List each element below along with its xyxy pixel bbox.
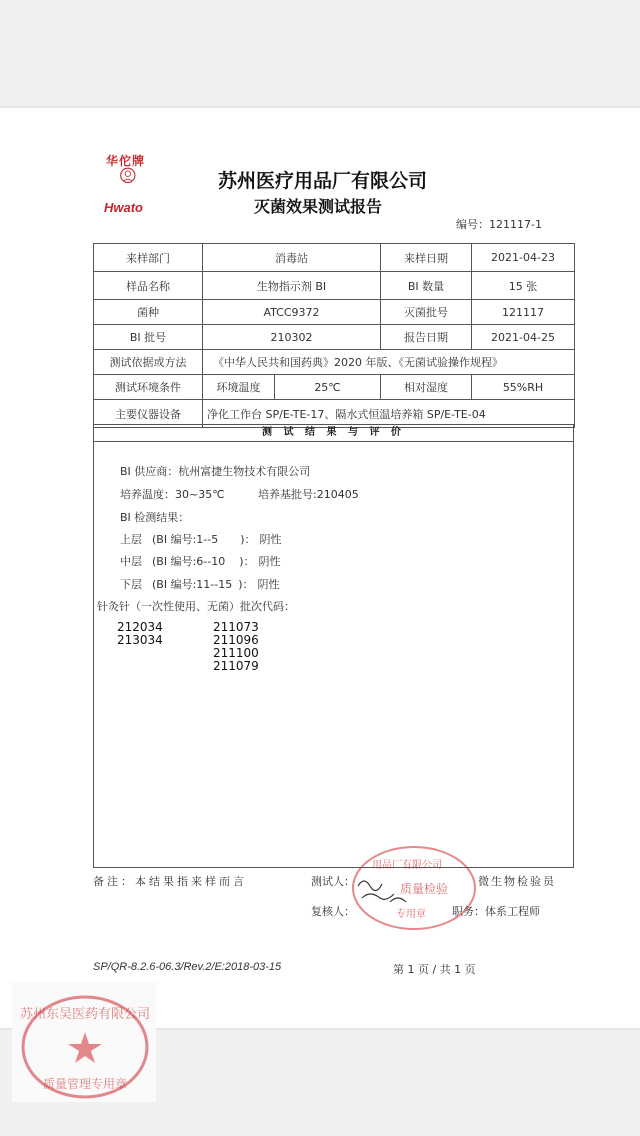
- layer-bi-range: (BI 编号:1--5: [152, 533, 219, 546]
- layer-result-row: [120, 531, 282, 547]
- layer-name: 下层: [120, 578, 142, 591]
- inspection-seal-text: 用品厂有限公司: [372, 860, 442, 871]
- tester-position: 微生物检验员: [478, 875, 556, 888]
- table-cell: 相对湿度: [381, 375, 472, 400]
- doc-number: [456, 216, 542, 232]
- results-section-title: 测 试 结 果 与 评 价: [93, 424, 574, 442]
- logo-chinese: 华佗牌: [106, 154, 146, 168]
- table-cell: 25℃: [275, 375, 381, 400]
- layer-result: 阴性: [258, 555, 281, 568]
- table-cell: 15 张: [472, 272, 575, 300]
- table-cell: 样品名称: [94, 272, 203, 300]
- tester-label: 测试人：: [311, 875, 355, 888]
- table-cell: 55%RH: [472, 375, 575, 400]
- form-code: SP/QR-8.2.6-06.3/Rev.2/E:2018-03-15: [93, 961, 282, 973]
- batch-code: 211100: [213, 646, 259, 660]
- table-row: [94, 325, 575, 350]
- table-cell: 来样部门: [94, 244, 203, 272]
- table-row: [94, 375, 575, 400]
- svg-text:苏州东吴医药有限公司: 苏州东吴医药有限公司: [19, 1007, 151, 1022]
- logo-brand: Hwato: [104, 200, 143, 215]
- bi-result-title: BI 检测结果：: [120, 511, 190, 524]
- layer-result: 阴性: [257, 578, 280, 591]
- layer-result-row: [120, 576, 280, 592]
- sample-info-table: [93, 243, 575, 428]
- reviewer-label: 复核人：: [311, 905, 355, 918]
- qa-seal-icon: [18, 992, 152, 1102]
- batch-code: 212034: [117, 620, 163, 634]
- table-cell: 测试环境条件: [94, 375, 203, 400]
- layer-bi-range: (BI 编号:11--15: [152, 578, 233, 591]
- table-row: [94, 350, 575, 375]
- table-cell: 121117: [472, 300, 575, 325]
- inspection-seal-text: 专用章: [396, 909, 426, 920]
- bi-supplier: BI 供应商：杭州富捷生物技术有限公司: [120, 465, 311, 478]
- batch-code: 211073: [213, 620, 259, 634]
- table-cell: 来样日期: [381, 244, 472, 272]
- batch-code: 211079: [213, 659, 259, 673]
- table-cell: 《中华人民共和国药典》2020 年版、《无菌试验操作规程》: [203, 350, 575, 375]
- layer-name: 中层: [120, 555, 142, 568]
- needle-batch-title: 针灸针（一次性使用、无菌）批次代码：: [97, 600, 295, 613]
- doc-number-value: 121117-1: [489, 218, 542, 231]
- reviewer-position-value: 体系工程师: [485, 905, 540, 918]
- table-cell: 环境温度: [203, 375, 275, 400]
- doc-number-label: 编号：: [456, 218, 489, 231]
- footer-note: 备注：本结果指来样而言: [93, 875, 247, 888]
- signature-icon: [350, 872, 430, 912]
- layer-result-row: [120, 553, 281, 569]
- table-cell: 净化工作台 SP/E-TE-17、隔水式恒温培养箱 SP/E-TE-04: [203, 400, 575, 428]
- table-cell: 2021-04-25: [472, 325, 575, 350]
- table-cell: BI 数量: [381, 272, 472, 300]
- medium-batch: 培养基批号:210405: [258, 488, 359, 501]
- layer-result: 阴性: [259, 533, 282, 546]
- company-name: 苏州医疗用品厂有限公司: [218, 170, 428, 192]
- batch-codes-col1: [117, 621, 163, 647]
- table-cell: 灭菌批号: [381, 300, 472, 325]
- page-info: 第 1 页 / 共 1 页: [393, 963, 476, 976]
- table-cell: 210302: [203, 325, 381, 350]
- results-box: [93, 441, 574, 868]
- layer-name: 上层: [120, 533, 142, 546]
- table-cell: 消毒站: [203, 244, 381, 272]
- table-cell: 2021-04-23: [472, 244, 575, 272]
- layer-close: )：: [239, 555, 255, 568]
- report-title: 灭菌效果测试报告: [254, 197, 383, 216]
- table-row: [94, 272, 575, 300]
- inspection-seal-text: 质量检验: [400, 882, 449, 896]
- layer-close: )：: [238, 578, 254, 591]
- layer-close: )：: [240, 533, 256, 546]
- batch-code: 213034: [117, 633, 163, 647]
- table-cell: 生物指示剂 BI: [203, 272, 381, 300]
- table-row: [94, 300, 575, 325]
- reviewer-position-label: 职务：: [452, 905, 485, 918]
- table-cell: 菌种: [94, 300, 203, 325]
- table-cell: 报告日期: [381, 325, 472, 350]
- table-cell: 测试依据或方法: [94, 350, 203, 375]
- table-cell: BI 批号: [94, 325, 203, 350]
- table-cell: 主要仪器设备: [94, 400, 203, 428]
- svg-text:质量管理专用章: 质量管理专用章: [42, 1077, 128, 1091]
- layer-bi-range: (BI 编号:6--10: [152, 555, 226, 568]
- batch-codes-col2: [213, 621, 259, 673]
- batch-code: 211096: [213, 633, 259, 647]
- culture-temperature: 培养温度：30~35℃: [120, 488, 225, 501]
- hwato-logo-icon: [104, 166, 156, 200]
- table-row: [94, 244, 575, 272]
- table-cell: ATCC9372: [203, 300, 381, 325]
